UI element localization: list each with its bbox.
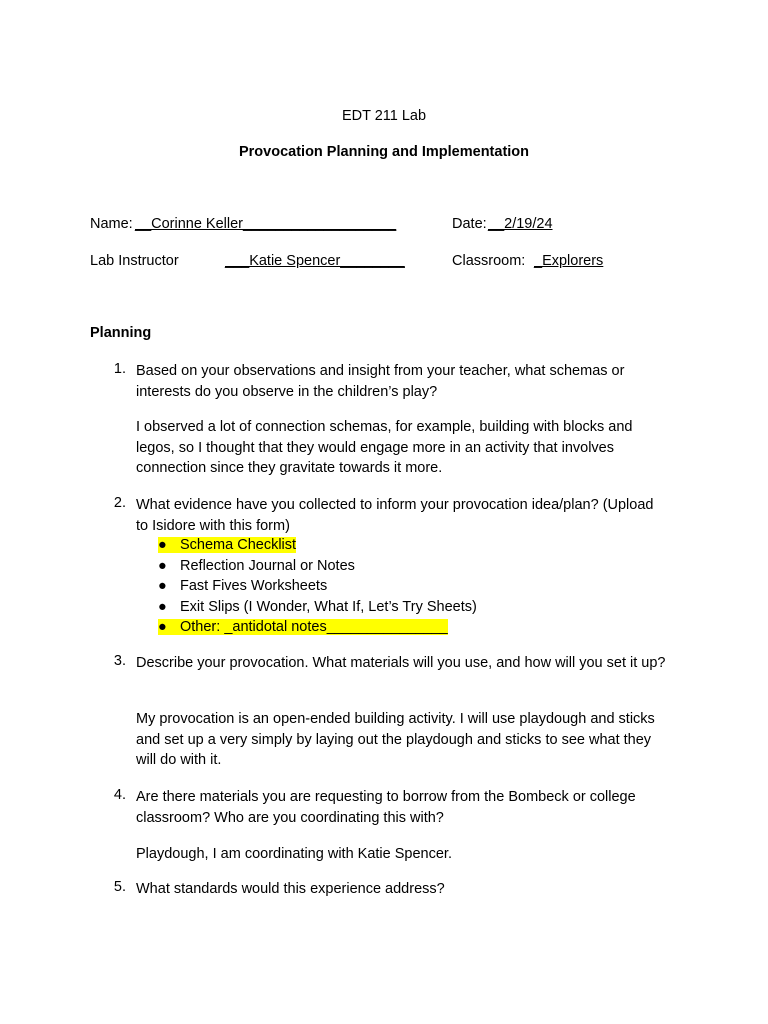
list-item <box>158 535 477 556</box>
bullet-icon: ● <box>158 557 167 574</box>
answer-text: I observed a lot of connection schemas, for example, building with blocks and legos, so I thought that they would engage more in an activity that involves connection since they gravitate towards it more. <box>136 419 633 476</box>
question-text: Based on your observations and insight from your teacher, what schemas or interests do you observe in the children’s play? <box>136 363 625 400</box>
bullet-icon: ● <box>158 619 167 635</box>
answer-text: Playdough, I am coordinating with Katie Spencer. <box>136 846 452 862</box>
question-number: 5. <box>113 879 126 895</box>
list-item <box>158 576 477 597</box>
bullet-icon: ● <box>158 578 167 594</box>
date-value: __2/19/24 <box>488 216 553 232</box>
option-label: Other: _antidotal notes_______________ <box>180 619 448 635</box>
question-number: 3. <box>113 653 126 669</box>
bullet-icon: ● <box>158 537 167 553</box>
highlighted-option <box>158 537 296 553</box>
list-item <box>158 556 477 577</box>
instructor-label: Lab Instructor <box>90 253 179 269</box>
course-title: EDT 211 Lab <box>341 108 427 124</box>
question-number: 4. <box>113 787 126 803</box>
question-text: What evidence have you collected to inform your provocation idea/plan? (Upload to Isidore with this form) <box>136 497 654 534</box>
answer-text: My provocation is an open-ended building activity. I will use playdough and sticks and set up a very simply by laying out the playdough and sticks to see what they will do with it. <box>136 711 655 768</box>
list-item <box>158 617 477 638</box>
option-label: Exit Slips (I Wonder, What If, Let’s Try Sheets) <box>180 598 477 615</box>
classroom-value: _Explorers <box>534 253 604 269</box>
section-heading: Planning <box>90 325 152 341</box>
question-text: Are there materials you are requesting to borrow from the Bombeck or college classroom? Who are you coordinating this with? <box>136 789 636 826</box>
question-text: Describe your provocation. What materials will you use, and how will you set it up? <box>136 655 666 671</box>
question-text: What standards would this experience address? <box>136 881 445 897</box>
date-label: Date: <box>452 216 487 232</box>
name-value: __Corinne Keller___________________ <box>135 216 397 232</box>
bullet-icon: ● <box>158 598 167 615</box>
instructor-value: ___Katie Spencer________ <box>225 253 405 269</box>
name-label: Name: <box>90 216 133 232</box>
option-label: Schema Checklist <box>180 537 297 553</box>
highlighted-option <box>158 619 448 635</box>
option-label: Reflection Journal or Notes <box>180 557 355 574</box>
list-item <box>158 597 477 618</box>
option-label: Fast Fives Worksheets <box>180 578 328 594</box>
question-number: 2. <box>113 495 126 511</box>
evidence-checklist <box>158 535 477 638</box>
document-title: Provocation Planning and Implementation <box>238 144 530 160</box>
question-number: 1. <box>113 361 126 377</box>
classroom-label: Classroom: <box>452 253 526 269</box>
